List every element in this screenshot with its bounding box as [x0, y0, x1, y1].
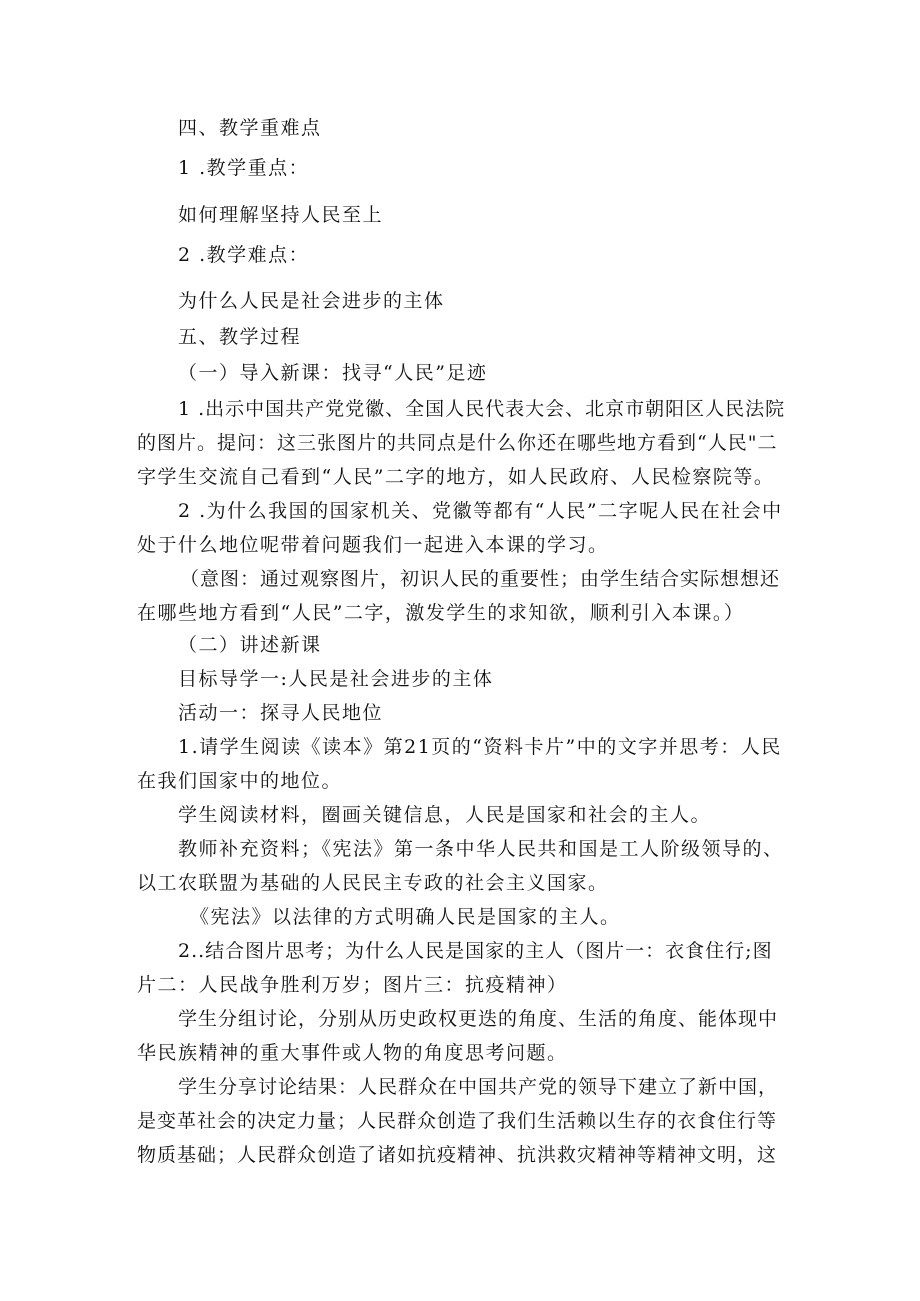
activity-2-line-4: 华民族精神的重大事件或人物的角度思考问题。	[137, 1042, 568, 1064]
section-1-title: （一）导入新课：找寻“人民”足迹	[178, 362, 488, 384]
paragraph-1-line-2: 的图片。提问：这三张图片的共同点是什么你还在哪些地方看到“人民"二	[137, 432, 778, 454]
heading-teaching-process: 五、教学过程	[178, 326, 302, 348]
section-2-title: （二）讲述新课	[178, 634, 322, 656]
activity-2-line-3: 学生分组讨论，分别从历史政权更迭的角度、生活的角度、能体现中	[178, 1008, 779, 1030]
activity-1-line-6: 《宪法》以法律的方式明确人民是国家的主人。	[190, 906, 621, 928]
paragraph-2-line-2: 处于什么地位呢带着问题我们一起进入本课的学习。	[137, 534, 609, 556]
activity-2-line-5: 学生分享讨论结果：人民群众在中国共产党的领导下建立了新中国，	[178, 1076, 779, 1098]
item-1-label: 1 .教学重点：	[178, 157, 310, 179]
intent-line-1: （意图：通过观察图片，初识人民的重要性；由学生结合实际想想还	[180, 568, 781, 590]
item-1-text: 如何理解坚持人民至上	[178, 204, 384, 226]
intent-line-2: 在哪些地方看到“人民”二字，激发学生的求知欲，顺利引入本课。）	[137, 602, 745, 624]
activity-1-line-3: 学生阅读材料，圈画关键信息，人民是国家和社会的主人。	[178, 804, 712, 826]
activity-2-line-6: 是变革社会的决定力量；人民群众创造了我们生活赖以生存的衣食住行等	[137, 1110, 778, 1132]
activity-2-line-1: 2..结合图片思考；为什么人民是国家的主人（图片一：衣食住行;图	[178, 940, 773, 962]
item-2-text: 为什么人民是社会进步的主体	[178, 290, 445, 312]
paragraph-1-line-3: 字学生交流自己看到“人民”二字的地方，如人民政府、人民检察院等。	[137, 466, 775, 488]
activity-1-line-5: 以工农联盟为基础的人民民主专政的社会主义国家。	[137, 872, 609, 894]
goal-1: 目标导学一:人民是社会进步的主体	[178, 668, 494, 690]
paragraph-2-line-1: 2 .为什么我国的国家机关、党徽等都有“人民”二字呢人民在社会中	[178, 500, 783, 522]
activity-1-line-4: 教师补充资料；《宪法》第一条中华人民共和国是工人阶级领导的、	[178, 838, 784, 860]
activity-1-line-2: 在我们国家中的地位。	[137, 770, 343, 792]
activity-1-line-1: 1.请学生阅读《读本》第21页的“资料卡片”中的文字并思考：人民	[178, 736, 782, 758]
heading-teaching-key-points: 四、教学重难点	[178, 117, 322, 139]
activity-1: 活动一：探寻人民地位	[178, 702, 384, 724]
activity-2-line-7: 物质基础；人民群众创造了诸如抗疫精神、抗洪救灾精神等精神文明，这	[137, 1144, 778, 1166]
item-2-label: 2 .教学难点：	[178, 244, 310, 266]
paragraph-1-line-1: 1 .出示中国共产党党徽、全国人民代表大会、北京市朝阳区人民法院	[178, 398, 786, 420]
activity-2-line-2: 片二：人民战争胜利万岁；图片三：抗疫精神）	[137, 974, 568, 996]
